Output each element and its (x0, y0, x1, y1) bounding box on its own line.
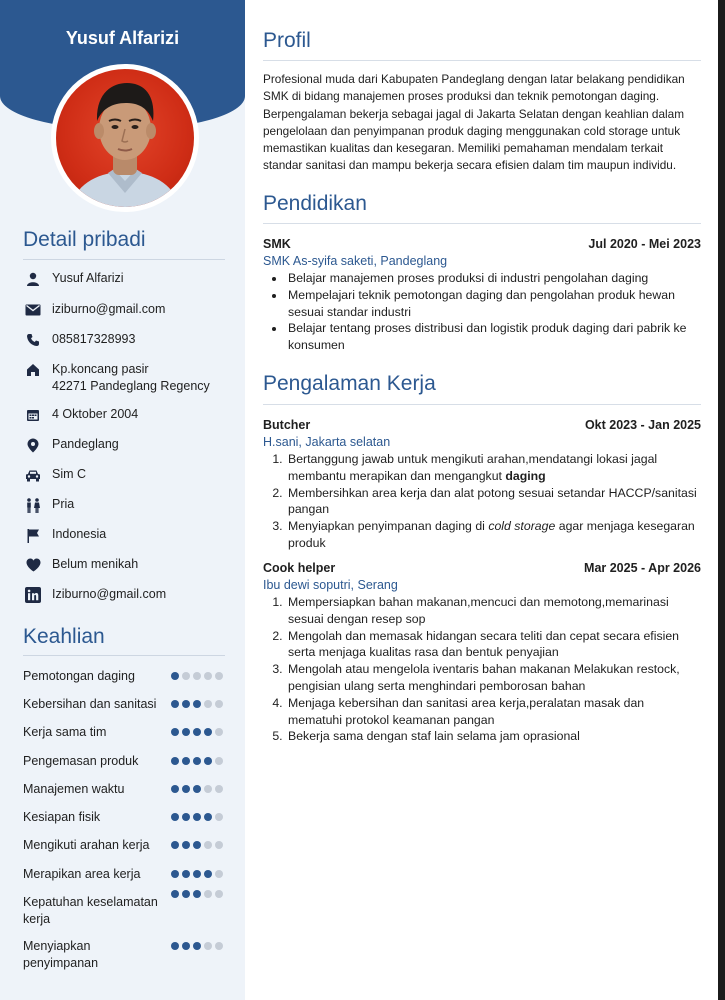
skill-dot-filled (182, 870, 190, 878)
skill-dot-filled (204, 757, 212, 765)
skill-dot-empty (215, 870, 223, 878)
detail-address: Kp.koncang pasir 42271 Pandeglang Regency (23, 361, 233, 395)
skill-name: Merapikan area kerja (23, 867, 141, 881)
skill-name: Kesiapan fisik (23, 810, 101, 824)
home-icon (23, 361, 43, 379)
job-title: Butcher (263, 418, 311, 432)
skill-dot-filled (171, 942, 179, 950)
job-duties (286, 451, 701, 552)
skill-name: Pengemasan produk (23, 754, 139, 768)
skill-dot-filled (171, 785, 179, 793)
skill-dot-filled (182, 841, 190, 849)
skill-dot-empty (215, 942, 223, 950)
skill-dot-filled (171, 870, 179, 878)
skill-dot-empty (215, 700, 223, 708)
skill-dot-empty (215, 728, 223, 736)
calendar-icon (23, 406, 43, 424)
experience-heading: Pengalaman Kerja (263, 372, 436, 395)
education-dates: Jul 2020 - Mei 2023 (588, 237, 701, 251)
list-item: 3. Menyiapkan penyimpanan daging di cold storage agar menjaga kesegaran produk (286, 518, 701, 552)
detail-birthdate: 4 Oktober 2004 (23, 406, 233, 424)
profile-summary: Profesional muda dari Kabupaten Pandeglang dengan latar belakang pendidikan SMK di bidang manajemen proses produksi dan teknik pemotongan daging. Berpengalaman bekerja sebagai jagal di Jakarta Selatan dengan keahlian dalam pengelolaan dan penyimpanan produk daging menggunakan cold storage untuk memastikan kualitas dan kesegaran. Memiliki pemahaman mendalam terkait standar sanitasi dan mampu bekerja secara efisien dalam tim maupun individu. (263, 72, 685, 173)
education-divider (263, 223, 701, 224)
list-item: 2. Mengolah dan memasak hidangan secara teliti dan cepat secara efisien serta menjaga kualitas rasa dan bentuk penyajian (286, 628, 701, 662)
profile-photo (51, 64, 199, 212)
skill-level-rating (171, 757, 226, 765)
skill-dot-empty (204, 841, 212, 849)
list-item: • Mempelajari teknik pemotongan daging dan pengolahan produk hewan sesuai standar industri (286, 287, 701, 321)
detail-license: Sim C (23, 466, 233, 484)
profile-heading: Profil (263, 29, 311, 52)
detail-nationality: Indonesia (23, 526, 233, 544)
skill-name: Kebersihan dan sanitasi (23, 697, 157, 711)
detail-gender: Pria (23, 496, 233, 514)
skill-dot-filled (193, 728, 201, 736)
job-employer: H.sani, Jakarta selatan (263, 435, 391, 449)
job-dates: Mar 2025 - Apr 2026 (584, 561, 701, 575)
job-employer: Ibu dewi soputri, Serang (263, 578, 398, 592)
skill-dot-filled (171, 841, 179, 849)
detail-marital-status: Belum menikah (23, 556, 233, 574)
skill-dot-empty (215, 757, 223, 765)
experience-divider (263, 404, 701, 405)
mail-icon (23, 301, 43, 319)
skill-name: Menyiapkan penyimpanan (23, 939, 99, 970)
skill-dot-empty (215, 841, 223, 849)
job-duties (286, 594, 701, 745)
skill-dot-empty (204, 890, 212, 898)
skill-dot-empty (204, 700, 212, 708)
skill-dot-filled (182, 813, 190, 821)
skill-level-rating (171, 841, 226, 849)
skill-level-rating (171, 728, 226, 736)
skill-dot-empty (204, 672, 212, 680)
detail-phone: 085817328993 (23, 331, 233, 349)
skill-name: Kerja sama tim (23, 725, 107, 739)
skill-dot-empty (204, 785, 212, 793)
skill-dot-empty (215, 672, 223, 680)
detail-linkedin: Iziburno@gmail.com (23, 586, 233, 604)
linkedin-icon (23, 586, 43, 604)
skill-dot-empty (193, 672, 201, 680)
detail-birthplace: Pandeglang (23, 436, 233, 454)
person-name: Yusuf Alfarizi (65, 28, 180, 48)
job-entry-cook-helper (263, 560, 701, 745)
detail-email: iziburno@gmail.com (23, 301, 233, 319)
skill-level-rating (171, 700, 226, 708)
details-divider (23, 259, 225, 260)
skill-dot-filled (204, 870, 212, 878)
profile-photo-image (56, 69, 194, 207)
education-school: SMK As-syifa saketi, Pandeglang (263, 254, 448, 268)
skill-dot-filled (193, 813, 201, 821)
skill-dot-filled (204, 728, 212, 736)
list-item: 1. Mempersiapkan bahan makanan,mencuci dan memotong,memarinasi sesuai dengan resep sop (286, 594, 701, 628)
sidebar (0, 0, 245, 1000)
skill-dot-filled (193, 890, 201, 898)
list-item: 2. Membersihkan area kerja dan alat potong sesuai setandar HACCP/sanitasi pangan (286, 485, 701, 519)
car-icon (23, 466, 43, 484)
skill-name: Mengikuti arahan kerja (23, 838, 150, 852)
skill-dot-filled (193, 700, 201, 708)
skills-heading: Keahlian (23, 625, 105, 648)
list-item: 4. Menjaga kebersihan dan sanitasi area kerja,peralatan masak dan mematuhi protokol keamanan pangan (286, 695, 701, 729)
skill-dot-filled (193, 942, 201, 950)
education-heading: Pendidikan (263, 192, 367, 215)
skill-dot-filled (171, 890, 179, 898)
gender-icon (23, 496, 43, 514)
skill-level-rating (171, 672, 226, 680)
skills-divider (23, 655, 225, 656)
skill-level-rating (171, 870, 226, 878)
skill-name: Manajemen waktu (23, 782, 125, 796)
location-pin-icon (23, 436, 43, 454)
skill-dot-filled (182, 700, 190, 708)
skill-level-rating (171, 890, 226, 898)
skill-dot-filled (193, 785, 201, 793)
skill-dot-filled (171, 672, 179, 680)
job-title: Cook helper (263, 561, 336, 575)
skill-dot-filled (182, 728, 190, 736)
skill-dot-filled (193, 757, 201, 765)
skill-dot-filled (182, 890, 190, 898)
skill-name: Kepatuhan keselamatan kerja (23, 895, 158, 926)
skill-dot-empty (215, 785, 223, 793)
skill-dot-filled (182, 942, 190, 950)
job-entry-butcher (263, 417, 701, 552)
skill-dot-filled (204, 813, 212, 821)
skill-dot-filled (182, 757, 190, 765)
details-heading: Detail pribadi (23, 228, 146, 251)
skill-dot-filled (171, 728, 179, 736)
skill-dot-empty (215, 890, 223, 898)
list-item: 5. Bekerja sama dengan staf lain selama jam oprasional (286, 728, 701, 745)
list-item: 3. Mengolah atau mengelola iventaris bahan makanan Melakukan restock, pengisian ulang serta menghindari pemborosan bahan (286, 661, 701, 695)
skill-level-rating (171, 942, 226, 950)
detail-name: Yusuf Alfarizi (23, 270, 233, 288)
skill-dot-filled (171, 700, 179, 708)
list-item: • Belajar tentang proses distribusi dan logistik produk daging dari pabrik ke konsumen (286, 320, 701, 354)
person-icon (23, 270, 43, 288)
flag-icon (23, 526, 43, 544)
skill-dot-empty (182, 672, 190, 680)
skill-dot-filled (171, 757, 179, 765)
skill-dot-filled (171, 813, 179, 821)
heart-icon (23, 556, 43, 574)
education-bullets (286, 270, 701, 354)
phone-icon (23, 331, 43, 349)
job-dates: Okt 2023 - Jan 2025 (584, 418, 701, 432)
skill-dot-filled (182, 785, 190, 793)
skill-level-rating (171, 785, 226, 793)
education-degree: SMK (263, 237, 291, 251)
skill-dot-empty (215, 813, 223, 821)
scrollbar[interactable] (718, 0, 725, 1000)
skill-dot-empty (204, 942, 212, 950)
skill-dot-filled (193, 841, 201, 849)
skill-name: Pemotongan daging (23, 669, 135, 683)
profile-divider (263, 60, 701, 61)
skill-level-rating (171, 813, 226, 821)
list-item: 1. Bertanggung jawab untuk mengikuti arahan,mendatangi lokasi jagal membantu merapikan dan mengangkut daging (286, 451, 701, 485)
list-item: • Belajar manajemen proses produksi di industri pengolahan daging (286, 270, 701, 287)
education-entry (263, 236, 701, 354)
skill-dot-filled (193, 870, 201, 878)
